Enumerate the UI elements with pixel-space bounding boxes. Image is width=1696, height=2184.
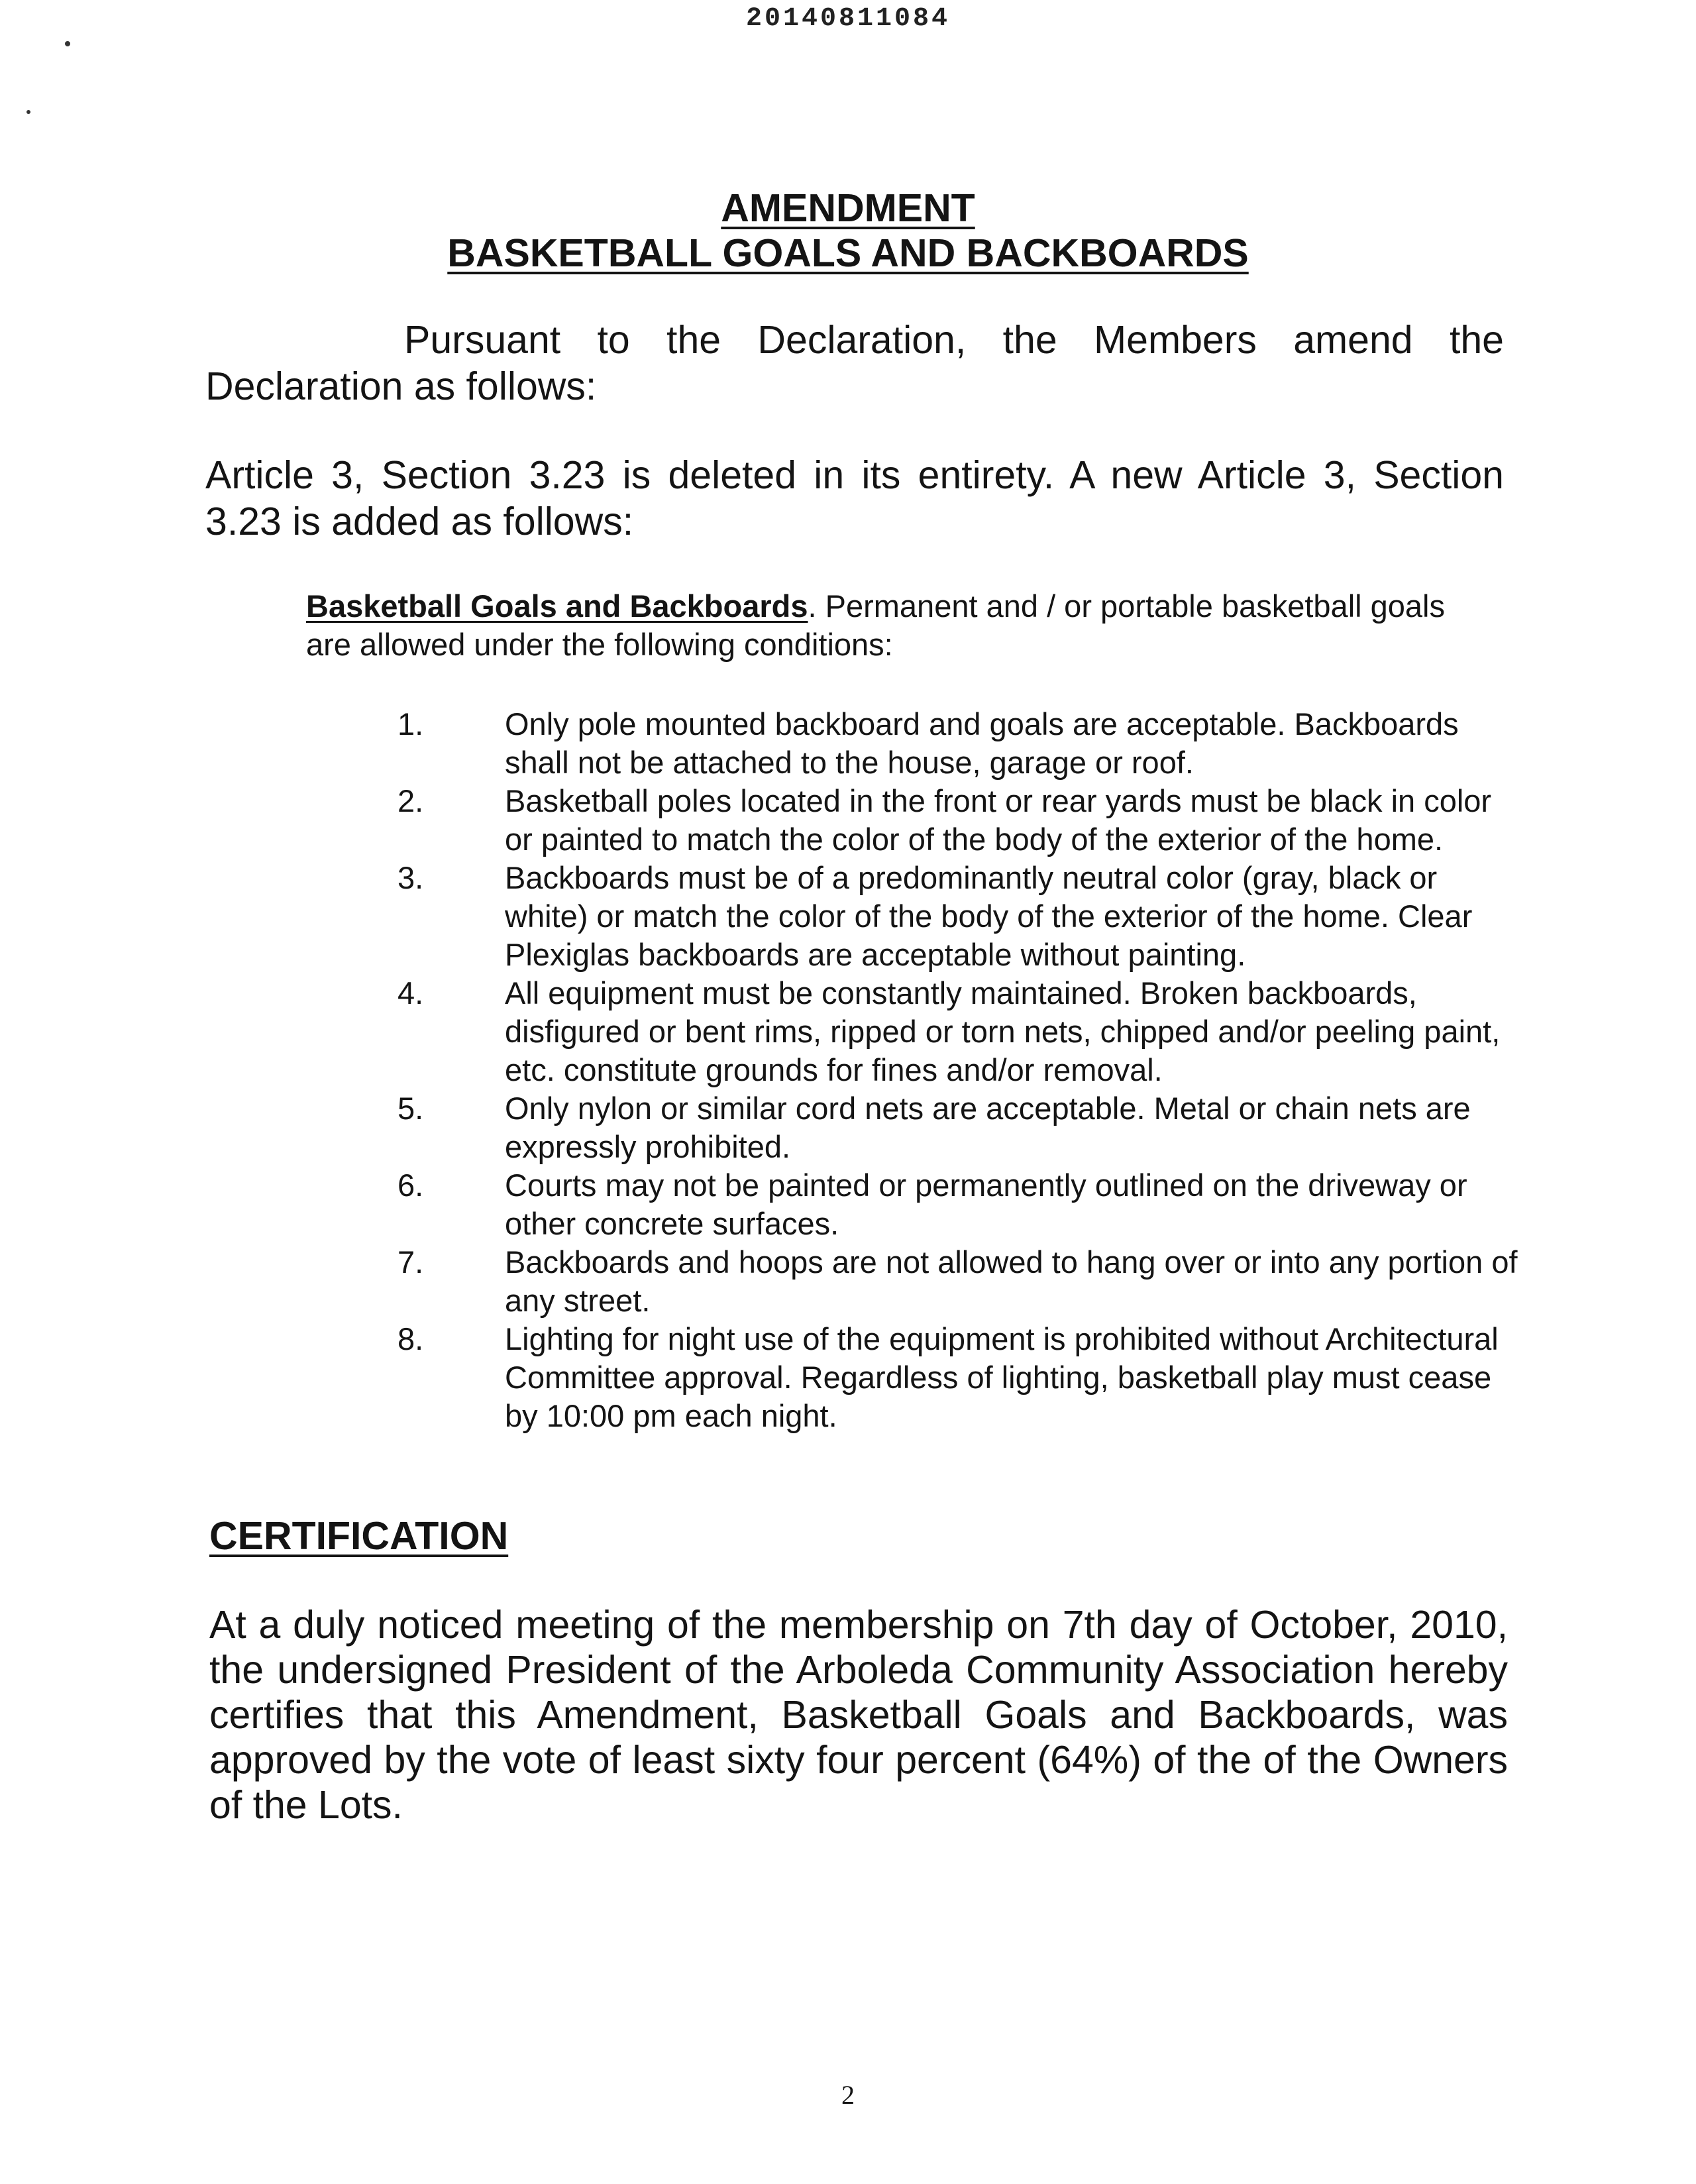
condition-text: All equipment must be constantly maintained. Broken backboards, disfigured or bent rims, ripped or torn nets, chipped and/or peeling paint, etc. constitute grounds for fines and/or removal. bbox=[505, 975, 1501, 1087]
condition-number: 3. bbox=[398, 860, 424, 895]
condition-text: Only nylon or similar cord nets are acceptable. Metal or chain nets are expressly prohibited. bbox=[505, 1091, 1471, 1164]
condition-text: Only pole mounted backboard and goals are acceptable. Backboards shall not be attached to the house, garage or roof. bbox=[505, 706, 1459, 780]
condition-number: 5. bbox=[398, 1091, 424, 1126]
condition-item bbox=[398, 974, 1524, 1089]
condition-number: 6. bbox=[398, 1168, 424, 1203]
section-heading: Basketball Goals and Backboards bbox=[306, 588, 808, 624]
condition-text: Backboards must be of a predominantly neutral color (gray, black or white) or match the color of the body of the exterior of the home. Clear Plexiglas backboards are acceptable without painting. bbox=[505, 860, 1473, 972]
condition-text: Backboards and hoops are not allowed to hang over or into any portion of any street. bbox=[505, 1244, 1518, 1318]
condition-number: 8. bbox=[398, 1321, 424, 1356]
condition-number: 2. bbox=[398, 783, 424, 818]
scan-speck bbox=[65, 41, 70, 46]
scan-speck bbox=[26, 110, 30, 114]
section-paragraph bbox=[306, 587, 1459, 664]
condition-item bbox=[398, 782, 1524, 859]
condition-number: 4. bbox=[398, 975, 424, 1010]
article-paragraph: Article 3, Section 3.23 is deleted in its entirety. A new Article 3, Section 3.23 is added as follows: bbox=[205, 453, 1504, 543]
amendment-subtitle: BASKETBALL GOALS AND BACKBOARDS bbox=[447, 231, 1249, 275]
condition-text: Courts may not be painted or permanently outlined on the driveway or other concrete surfaces. bbox=[505, 1168, 1467, 1241]
page-number: 2 bbox=[841, 2080, 855, 2110]
condition-item bbox=[398, 705, 1524, 782]
amendment-title: AMENDMENT bbox=[721, 186, 975, 230]
condition-item bbox=[398, 1166, 1524, 1243]
certification-heading: CERTIFICATION bbox=[209, 1514, 509, 1558]
condition-item bbox=[398, 1320, 1524, 1435]
condition-item bbox=[398, 1089, 1524, 1166]
intro-line-2: Declaration as follows: bbox=[205, 364, 597, 408]
conditions-list bbox=[398, 705, 1524, 1435]
condition-number: 1. bbox=[398, 706, 424, 741]
condition-item bbox=[398, 1243, 1524, 1320]
section-text: . Permanent and / or portable basketball goals are allowed under the following conditions: bbox=[306, 588, 1445, 662]
condition-item bbox=[398, 859, 1524, 974]
intro-paragraph bbox=[205, 317, 1504, 410]
condition-text: Lighting for night use of the equipment is prohibited without Architectural Committee approval. Regardless of lighting, basketball play must cease by 10:00 pm each night. bbox=[505, 1321, 1499, 1433]
intro-line-1: Pursuant to the Declaration, the Members amend the bbox=[404, 318, 1504, 362]
certification-paragraph: At a duly noticed meeting of the membership on 7th day of October, 2010, the undersigned President of the Arboleda Community Association hereby certifies that this Amendment, Basketball Goals and Backboards, was approved by the vote of least sixty four percent (64%) of the of the Owners of the Lots. bbox=[209, 1603, 1508, 1827]
condition-number: 7. bbox=[398, 1244, 424, 1280]
document-number: 20140811084 bbox=[745, 4, 951, 34]
condition-text: Basketball poles located in the front or rear yards must be black in color or painted to match the color of the body of the exterior of the home. bbox=[505, 783, 1492, 857]
